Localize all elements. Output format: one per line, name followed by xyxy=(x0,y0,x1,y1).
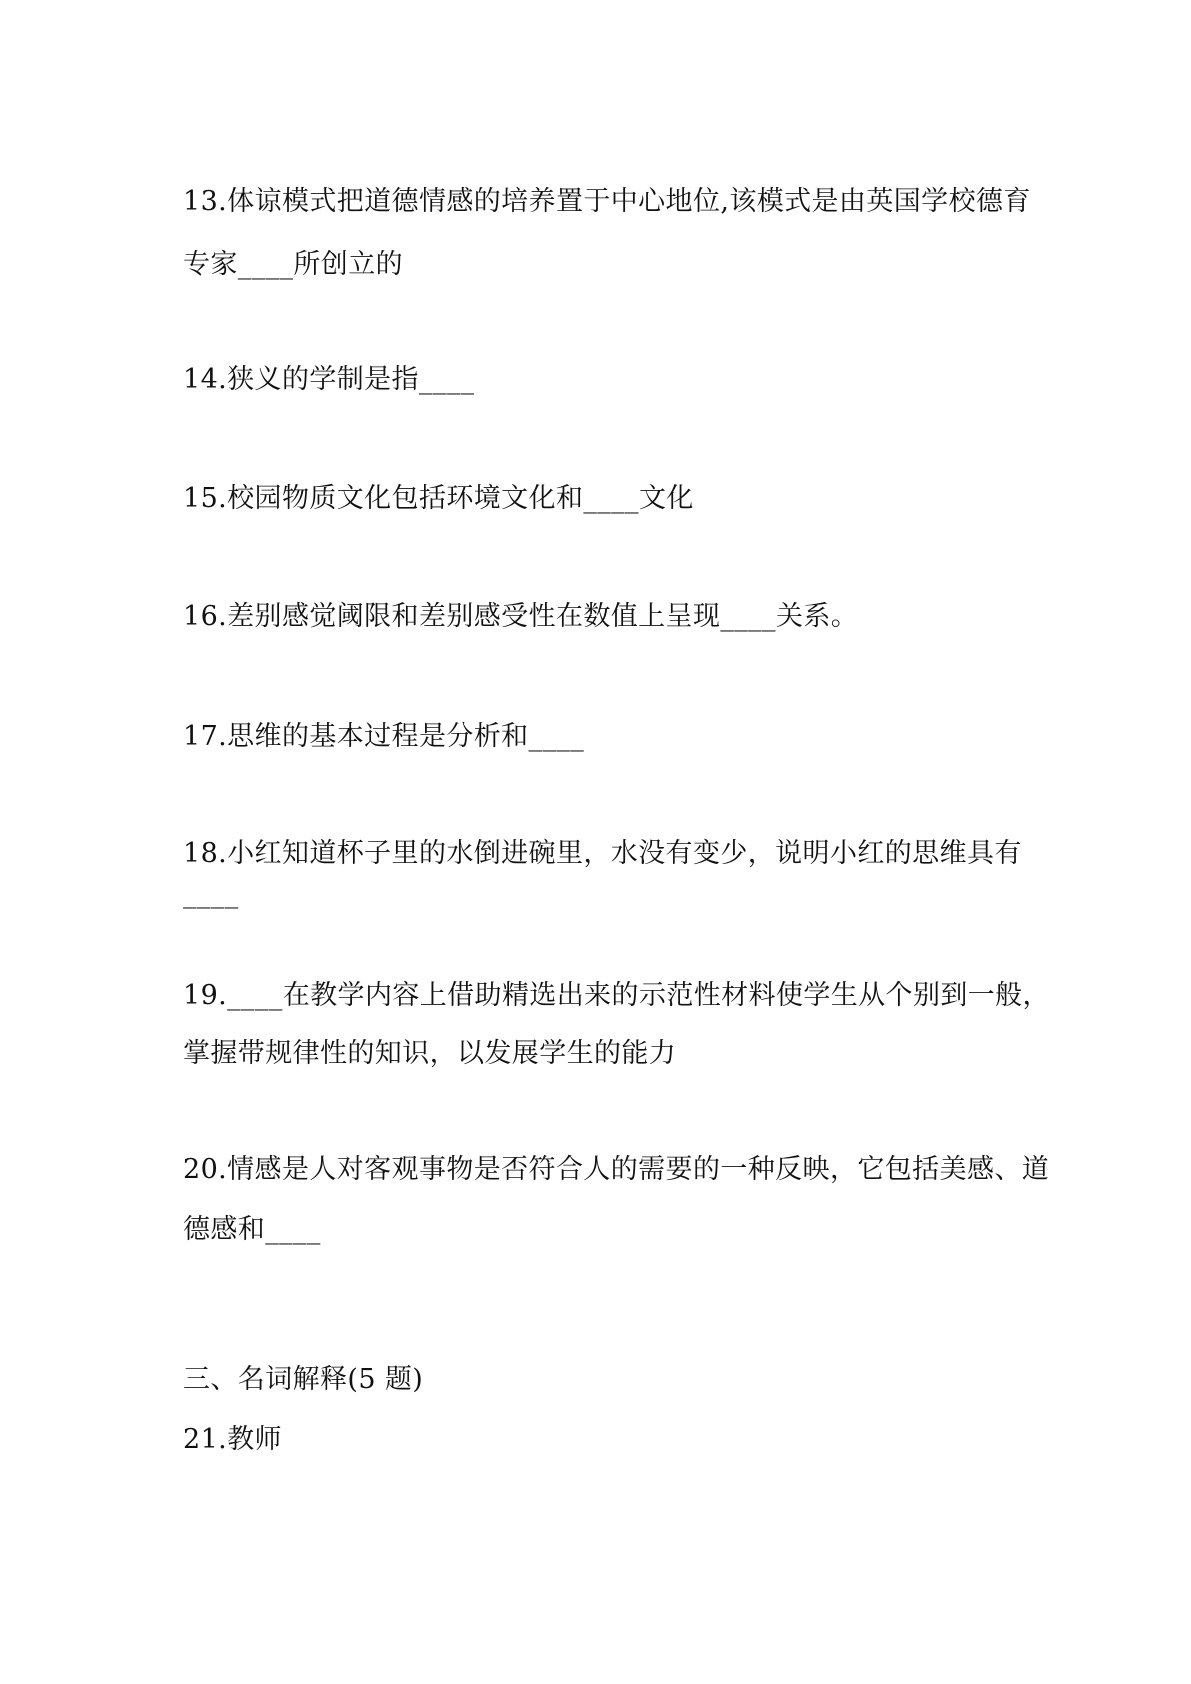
question-19-line-2: 掌握带规律性的知识，以发展学生的能力 xyxy=(183,1038,677,1069)
question-20-line-2: 德感和____ xyxy=(183,1214,321,1245)
question-20-line-1: 20.情感是人对客观事物是否符合人的需要的一种反映，它包括美感、道 xyxy=(183,1154,1050,1185)
question-18-line-1: 18.小红知道杯子里的水倒进碗里，水没有变少，说明小红的思维具有 xyxy=(183,838,1022,869)
question-17: 17.思维的基本过程是分析和____ xyxy=(183,721,585,752)
section-heading: 三、名词解释(5 题) xyxy=(183,1364,424,1395)
question-13-line-1: 13.体谅模式把道德情感的培养置于中心地位,该模式是由英国学校德育 xyxy=(183,186,1031,217)
question-14: 14.狭义的学制是指____ xyxy=(183,364,475,395)
question-15: 15.校园物质文化包括环境文化和____文化 xyxy=(183,483,694,514)
question-18-line-2: ____ xyxy=(183,878,239,909)
question-21: 21.教师 xyxy=(183,1424,282,1455)
question-16: 16.差别感觉阈限和差别感受性在数值上呈现____关系。 xyxy=(183,601,859,632)
question-13-line-2: 专家____所创立的 xyxy=(183,249,403,280)
question-19-line-1: 19.____在教学内容上借助精选出来的示范性材料使学生从个别到一般， xyxy=(183,980,1050,1011)
